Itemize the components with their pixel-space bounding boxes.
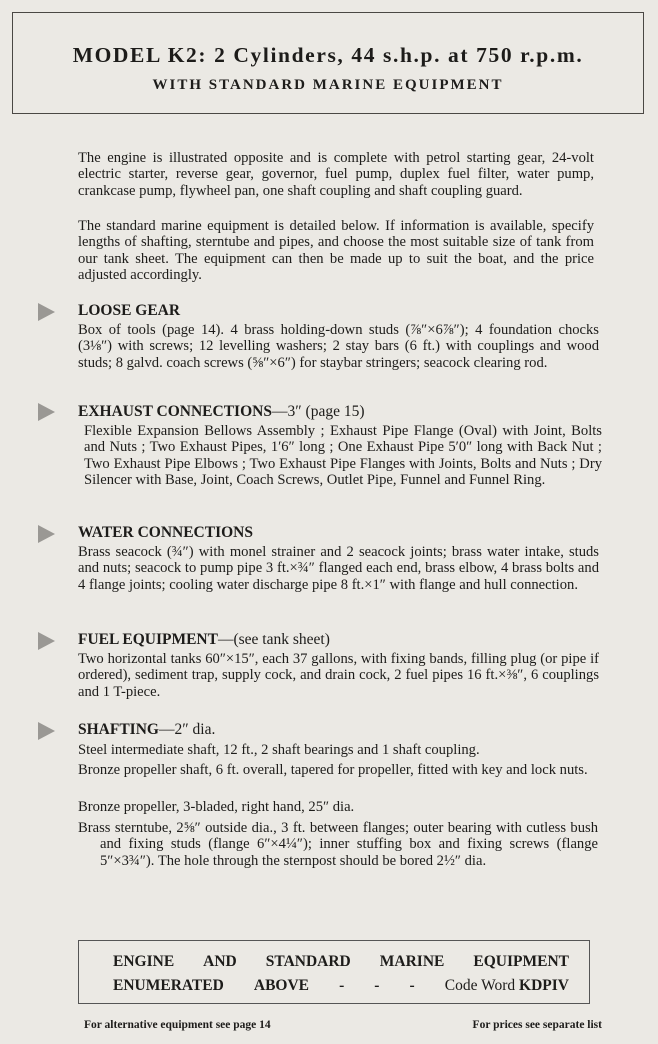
intro-paragraph-1: The engine is illustrated opposite and is complete with petrol starting gear, 24-volt electric starter, reverse gear, governor, fuel pump, duplex fuel filter, water pump, crankcase pump, flywheel pan, one shaft coupling and shaft coupling guard.: [78, 150, 594, 199]
arrow-bullet-icon: [38, 525, 55, 543]
code-box-row-2: ENUMERATED ABOVE - - - Code Word KDPIV: [113, 977, 569, 994]
water-text: Brass seacock (¾″) with monel strainer and 2 seacock joints; brass water intake, studs and nuts; seacock to pump pipe 3 ft.×¾″ flanged each end, brass elbow, 4 brass bolts and 4 flange joints; cooling water discharge pipe 8 ft.×1″ with flange and hull connection.: [78, 544, 599, 593]
arrow-bullet-icon: [38, 303, 55, 321]
shafting-item: Bronze propeller, 3-bladed, right hand, 25″ dia.: [78, 799, 355, 815]
code-word-box: [78, 940, 590, 1004]
fuel-text: Two horizontal tanks 60″×15″, each 37 gallons, with fixing bands, filling plug (or pipe if ordered), sediment trap, supply cock, and drain cock, 2 fuel pipes 16 ft.×⅜″, 6 couplings and 1 T-piece.: [78, 651, 599, 700]
section-heading-water: WATER CONNECTIONS: [78, 524, 253, 541]
section-heading-fuel: FUEL EQUIPMENT—(see tank sheet): [78, 631, 330, 648]
exhaust-text: Flexible Expansion Bellows Assembly ; Exhaust Pipe Flange (Oval) with Joint, Bolts and Nuts ; Two Exhaust Pipes, 1′6″ long ; One Exhaust Pipe 5′0″ long with Back Nut ; Two Exhaust Pipe Elbows ; Two Exhaust Pipe Flanges with Joints, Bolts and Nuts ; Dry Silencer with Base, Joint, Coach Screws, Outlet Pipe, Funnel and Funnel Ring.: [84, 423, 602, 489]
code-word: Code Word KDPIV: [444, 977, 569, 994]
shafting-item: Steel intermediate shaft, 12 ft., 2 shaft bearings and 1 shaft coupling.: [78, 742, 480, 758]
shafting-item: Bronze propeller shaft, 6 ft. overall, tapered for propeller, fitted with key and lock nuts.: [78, 762, 588, 778]
loose-gear-text: Box of tools (page 14). 4 brass holding-down studs (⅞″×6⅞″); 4 foundation chocks (3⅛″) with screws; 12 levelling washers; 2 stay bars (6 ft.) with couplings and wood studs; 8 galvd. coach screws (⅝″×6″) for staybar stringers; seacock clearing rod.: [78, 322, 599, 371]
footer-left-note: For alternative equipment see page 14: [84, 1019, 271, 1031]
section-heading-shafting: SHAFTING—2″ dia.: [78, 721, 216, 738]
footer-right-note: For prices see separate list: [472, 1019, 602, 1031]
code-box-row-1: ENGINE AND STANDARD MARINE EQUIPMENT: [113, 953, 569, 970]
header-box: [12, 12, 644, 114]
page-subtitle: WITH STANDARD MARINE EQUIPMENT: [152, 77, 504, 93]
arrow-bullet-icon: [38, 632, 55, 650]
section-heading-loose-gear: LOOSE GEAR: [78, 302, 181, 319]
section-heading-exhaust: EXHAUST CONNECTIONS—3″ (page 15): [78, 403, 365, 420]
intro-paragraph-2: The standard marine equipment is detailed below. If information is available, specify lengths of shafting, sterntube and pipes, and choose the most suitable size of tank from our tank sheet. The equipment can then be made up to suit the boat, and the price adjusted accordingly.: [78, 218, 594, 284]
arrow-bullet-icon: [38, 403, 55, 421]
shafting-item: Brass sterntube, 2⅝″ outside dia., 3 ft. between flanges; outer bearing with cutless bush and fixing studs (flange 6″×4¼″); inner stuffing box and fixing screws (flange 5″×3¾″). The hole through the sternpost should be bored 2½″ dia.: [78, 820, 598, 869]
arrow-bullet-icon: [38, 722, 55, 740]
page-title: MODEL K2: 2 Cylinders, 44 s.h.p. at 750 r.p.m.: [72, 43, 584, 67]
